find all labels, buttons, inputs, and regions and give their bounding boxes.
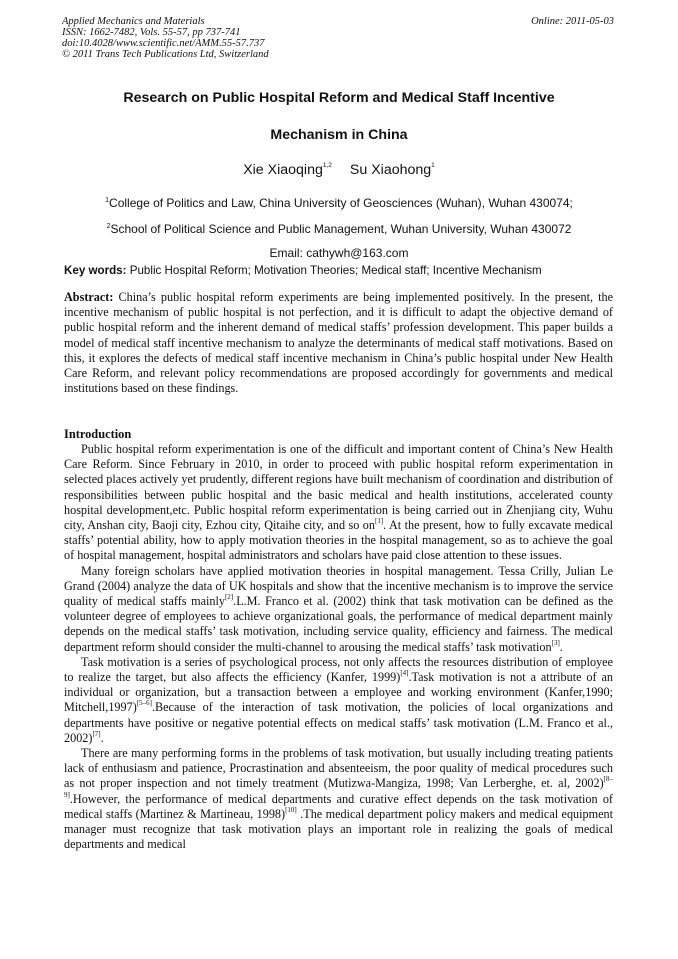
journal-header <box>62 16 269 60</box>
paragraph <box>64 746 613 852</box>
paragraph-text: Public hospital reform experimentation is one of the difficult and important content of China’s New Health Care Reform. Since February in 2010, in order to proceed with public hospital reform experimentation in selected places actively yet prudently, different regions have built mechanism of coordination and distribution of responsibilities between public hospital and the basic medical and health institutions, accelerated county hospital development,etc. Public hospital reform experimentation is being carried out in Zhenjiang city, Wuhu city, Anshan city, Baoji city, Ezhou city, Qitaihe city, and so on <box>64 442 613 533</box>
abstract-text: China’s public hospital reform experiments are being implemented positively. In the present, the incentive mechanism of public hospital is not perfection, and it is difficult to adapt the objective demand of public hospital reform and the inherent demand of medical staffs’ profession development. This paper builds a model of medical staff incentive mechanism to analyze the determinants of medical staff motivations. Based on this, it explores the defects of medical staff incentive mechanism in China’s public hospital under New Health Care Reform, and relevant policy recommendations are proposed accordingly for governments and medical institutions based on these findings. <box>64 290 613 396</box>
citation-marker: [3] <box>551 638 560 647</box>
introduction-body <box>64 442 613 852</box>
author-email: Email: cathywh@163.com <box>269 246 409 260</box>
author-name: Su Xiaohong <box>349 162 432 178</box>
citation-marker: [4] <box>400 669 409 678</box>
keywords <box>64 264 542 277</box>
citation-marker: [8–9] <box>64 775 613 799</box>
keywords-text: Public Hospital Reform; Motivation Theories; Medical staff; Incentive Mechanism <box>129 264 542 277</box>
affiliation-mark: 2 <box>106 223 111 230</box>
affiliation-2 <box>60 222 618 236</box>
citation-marker: [2] <box>224 593 234 602</box>
paragraph <box>64 655 613 746</box>
paragraph-text: .Because of the interaction of task motivation, the policies of local organizations and departments have positive or negative potential effects on medical staffs’ task motivation (L.M. Franco et al., 2002) <box>64 700 613 745</box>
paragraph-text: . <box>100 730 104 745</box>
journal-name: Applied Mechanics and Materials <box>62 16 205 27</box>
paper-title-line-1: Research on Public Hospital Reform and Medical Staff Incentive <box>123 90 555 106</box>
citation-marker: [5–6] <box>136 699 152 708</box>
paragraph-text: .L.M. Franco et al. (2002) think that task motivation can be defined as the volunteer degree of employees to achieve organizational goals, the performance of medical department mainly depends on the medical staffs’ task motivation, including service quality, efficiency and fairness. The medical department reform should consider the multi-channel to arousing the medical staffs’ task motivation <box>64 594 613 654</box>
affiliation-mark: 1 <box>105 197 110 204</box>
paragraph-text: Many foreign scholars have applied motivation theories in hospital management. Tessa Crilly, Julian Le Grand (2004) analyze the data of UK hospitals and show that the incentive mechanism is to improve the service quality of medical staffs mainly <box>64 563 613 609</box>
online-date: Online: 2011-05-03 <box>531 16 614 27</box>
affiliation-text: College of Politics and Law, China University of Geosciences (Wuhan), Wuhan 430074; <box>109 196 573 210</box>
paper-title-line-2: Mechanism in China <box>270 127 408 143</box>
doi-line: doi:10.4028/www.scientific.net/AMM.55-57.737 <box>62 38 265 49</box>
paragraph-text: .However, the performance of medical departments and curative effect depends on the task motivation of medical staffs (Martinez & Martineau, 1998) <box>64 791 613 821</box>
author-affiliation-mark: 1,2 <box>322 162 332 169</box>
citation-marker: [7] <box>92 729 101 738</box>
author-affiliation-mark: 1 <box>431 162 435 169</box>
affiliation-text: School of Political Science and Public Management, Wuhan University, Wuhan 430072 <box>110 222 572 236</box>
paragraph-text: Task motivation is a series of psychological process, not only affects the resources distribution of employee to realize the target, but also affects the efficiency (Kanfer, 1999) <box>64 654 613 685</box>
paragraph-text: . At the present, how to fully excavate medical staffs’ potential ability, how to apply motivation theories in the hospital management, so as to achieve the goal of hospital management, hospital administrators and scholars have paid close attention to these issues. <box>64 518 613 563</box>
paragraph <box>64 442 613 564</box>
citation-marker: [1] <box>375 517 384 526</box>
affiliation-1 <box>60 196 618 210</box>
paragraph-text: .The medical department policy makers and medical equipment manager must recognize that task motivation plays an important role in realizing the goals of medical departments and medical <box>64 806 614 852</box>
citation-marker: [10] <box>285 805 297 814</box>
section-heading-introduction: Introduction <box>64 427 132 441</box>
paragraph-text: There are many performing forms in the problems of task motivation, but usually including treating patients lack of enthusiasm and patience, Procrastination and absenteeism, the poor quality of medical procedures such as not proper inspection and not timely treatment (Mutizwa-Mangiza, 1998; Van Lerberghe, et. al, 2002) <box>64 746 613 791</box>
paragraph-text: .Task motivation is not a attribute of an individual or organization, but a transaction between a employee and working environment (Kanfer,1990; Mitchell,1997) <box>64 670 613 715</box>
copyright-line: © 2011 Trans Tech Publications Ltd, Switzerland <box>62 49 269 60</box>
author-list <box>0 162 678 178</box>
abstract-label: Abstract: <box>64 290 114 304</box>
paragraph-text: . <box>559 639 563 654</box>
keywords-label: Key words: <box>64 264 127 277</box>
author-name: Xie Xiaoqing <box>243 162 323 178</box>
issn-line: ISSN: 1662-7482, Vols. 55-57, pp 737-741 <box>62 27 241 38</box>
paragraph <box>64 564 613 655</box>
abstract <box>64 290 613 396</box>
